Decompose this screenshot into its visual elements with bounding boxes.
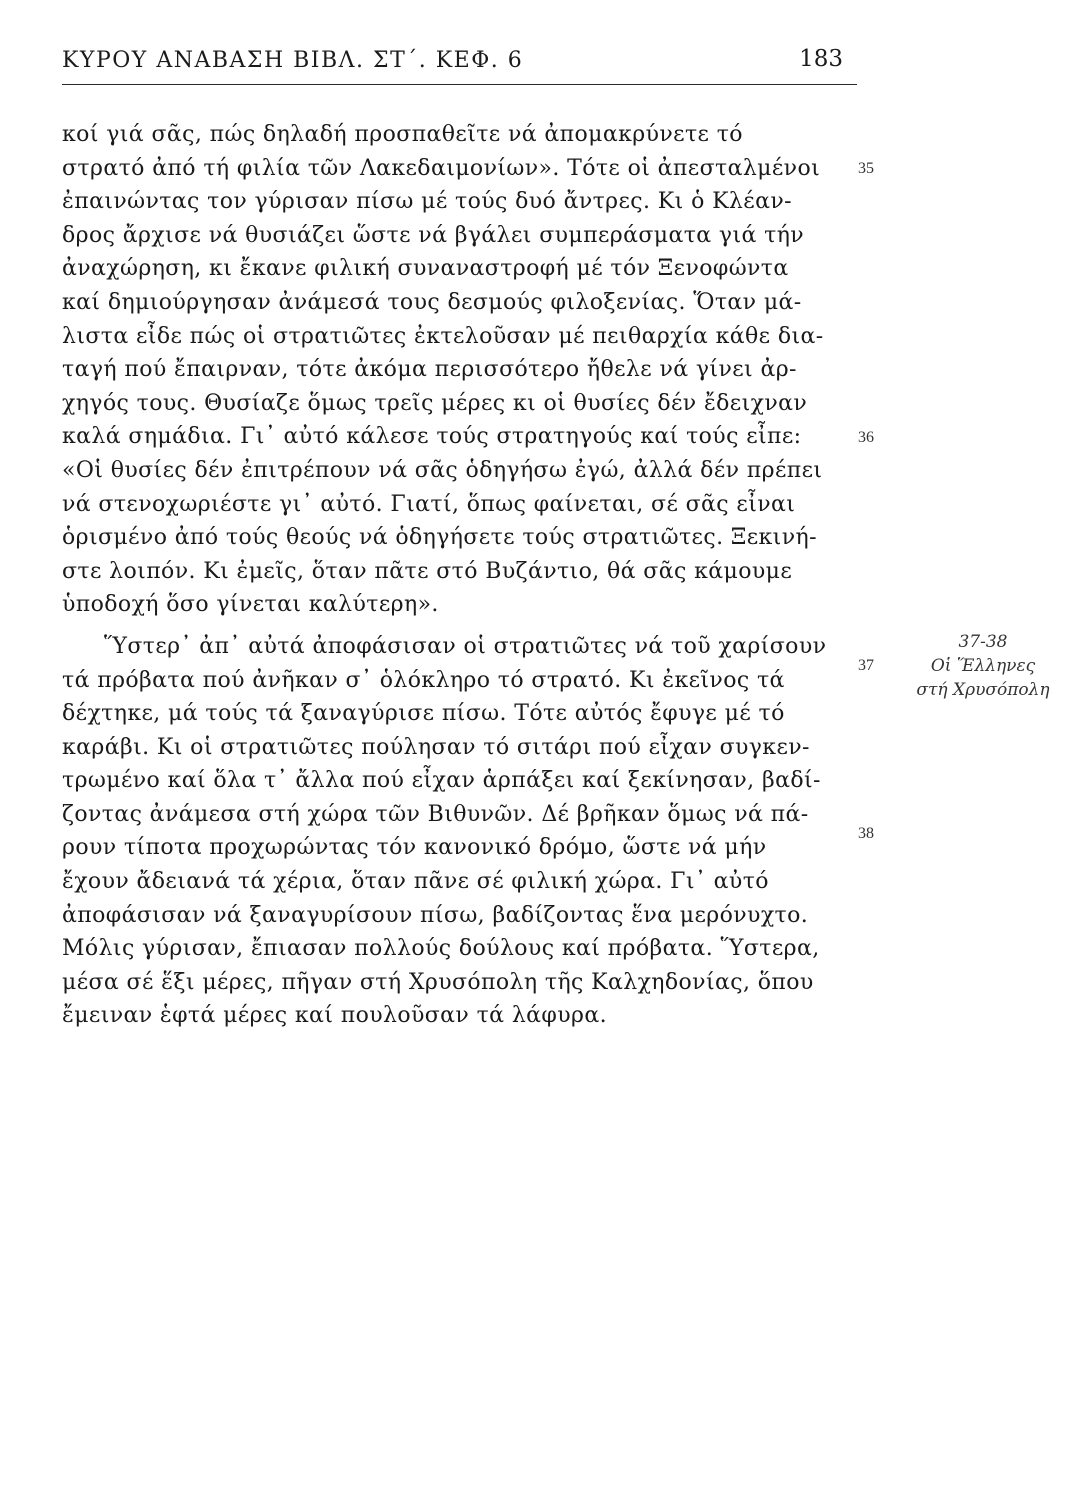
paragraph-1	[62, 118, 852, 622]
text-line: δρος ἄρχισε νά θυσιάζει ὥστε νά βγάλει συμπεράσματα γιά τήν	[62, 222, 805, 248]
text-line: ταγή πού ἔπαιρναν, τότε ἀκόμα περισσότερο ἤθελε νά γίνει ἀρ-	[62, 357, 797, 383]
text-line: ρουν τίποτα προχωρώντας τόν κανονικό δρόμο, ὥστε νά μήν	[62, 835, 767, 861]
text-line: Ὕστερ᾽ ἀπ᾽ αὐτά ἀποφάσισαν οἱ στρατιῶτες νά τοῦ χαρίσουν	[104, 633, 827, 659]
paragraph-2	[62, 630, 852, 1033]
text-line: νά στενοχωριέστε γι᾽ αὐτό. Γιατί, ὅπως φαίνεται, σέ σᾶς εἶναι	[62, 491, 796, 517]
text-line: ἀποφάσισαν νά ξαναγυρίσουν πίσω, βαδίζοντας ἕνα μερόνυχτο.	[62, 902, 809, 928]
text-line: καί δημιούργησαν ἀνάμεσά τους δεσμούς φιλοξενίας. Ὅταν μά-	[62, 289, 802, 315]
margin-side-note	[898, 630, 1068, 702]
text-line: ἔχουν ἄδειανά τά χέρια, ὅταν πᾶνε σέ φιλική χώρα. Γι᾽ αὐτό	[62, 869, 769, 895]
body-text	[62, 118, 852, 1033]
margin-section-number: 38	[858, 825, 874, 842]
text-line: στρατό ἀπό τή φιλία τῶν Λακεδαιμονίων». Τότε οἱ ἀπεσταλμένοι	[62, 155, 821, 181]
text-line: δέχτηκε, μά τούς τά ξαναγύρισε πίσω. Τότε αὐτός ἔφυγε μέ τό	[62, 701, 785, 727]
margin-section-number: 37	[858, 657, 874, 674]
side-note-line: στή Χρυσόπολη	[916, 680, 1050, 700]
paragraph-gap	[62, 622, 852, 630]
text-line: ἐπαινώντας τον γύρισαν πίσω μέ τούς δυό ἄντρες. Κι ὁ Κλέαν-	[62, 189, 792, 215]
text-line: Μόλις γύρισαν, ἔπιασαν πολλούς δούλους καί πρόβατα. Ὕστερα,	[62, 936, 820, 962]
text-line: ὑποδοχή ὅσο γίνεται καλύτερη».	[62, 592, 439, 618]
page-number: 183	[799, 46, 843, 72]
running-head: ΚΥΡΟΥ ΑΝΑΒΑΣΗ ΒΙΒΛ. ΣΤ΄. ΚΕΦ. 6	[62, 48, 524, 73]
text-line: στε λοιπόν. Κι ἐμεῖς, ὅταν πᾶτε στό Βυζάντιο, θά σᾶς κάμουμε	[62, 558, 793, 584]
margin-section-number: 35	[858, 160, 874, 177]
text-line: ὁρισμένο ἀπό τούς θεούς νά ὁδηγήσετε τούς στρατιῶτες. Ξεκινή-	[62, 525, 817, 551]
text-line: κοί γιά σᾶς, πώς δηλαδή προσπαθεῖτε νά ἀπομακρύνετε τό	[62, 122, 743, 147]
text-line: «Οἱ θυσίες δέν ἐπιτρέπουν νά σᾶς ὁδηγήσω ἐγώ, ἀλλά δέν πρέπει	[62, 457, 823, 483]
text-line: λιστα εἶδε πώς οἱ στρατιῶτες ἐκτελοῦσαν μέ πειθαρχία κάθε δια-	[62, 323, 824, 349]
text-line: μέσα σέ ἕξι μέρες, πῆγαν στή Χρυσόπολη τῆς Καλχηδονίας, ὅπου	[62, 969, 814, 995]
text-line: ἔμειναν ἑφτά μέρες καί πουλοῦσαν τά λάφυρα.	[62, 1003, 607, 1029]
side-note-range: 37-38	[958, 632, 1008, 652]
text-line: καράβι. Κι οἱ στρατιῶτες πούλησαν τό σιτάρι πού εἶχαν συγκεν-	[62, 734, 810, 760]
text-line: χηγός τους. Θυσίαζε ὅμως τρεῖς μέρες κι οἱ θυσίες δέν ἔδειχναν	[62, 390, 808, 416]
text-line: τρωμένο καί ὅλα τ᾽ ἄλλα πού εἶχαν ἁρπάξει καί ξεκίνησαν, βαδί-	[62, 768, 821, 794]
page-header	[62, 44, 857, 85]
margin-section-number: 36	[858, 429, 874, 446]
text-line: τά πρόβατα πού ἀνῆκαν σ᾽ ὁλόκληρο τό στρατό. Κι ἐκεῖνος τά	[62, 667, 785, 693]
side-note-line: Οἱ Ἕλληνες	[930, 656, 1036, 676]
text-line: καλά σημάδια. Γι᾽ αὐτό κάλεσε τούς στρατηγούς καί τούς εἶπε:	[62, 424, 802, 450]
text-line: ἀναχώρηση, κι ἔκανε φιλική συναναστροφή μέ τόν Ξενοφώντα	[62, 256, 789, 282]
text-line: ζοντας ἀνάμεσα στή χώρα τῶν Βιθυνῶν. Δέ βρῆκαν ὅμως νά πά-	[62, 801, 809, 827]
